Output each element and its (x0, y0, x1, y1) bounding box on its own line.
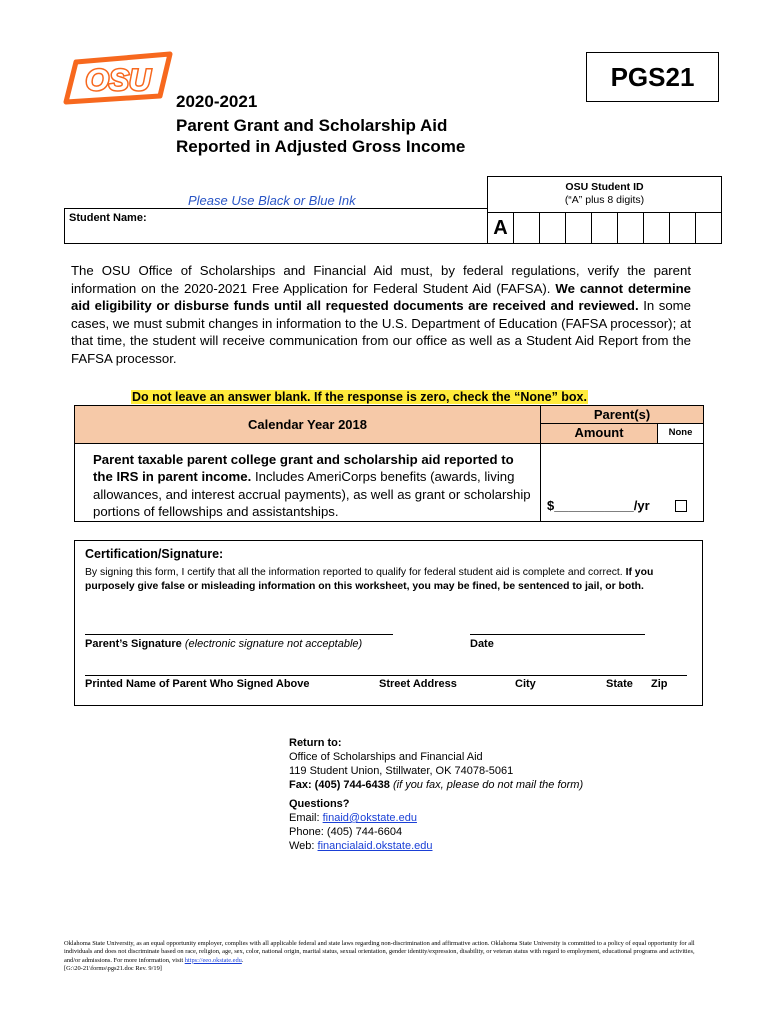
footer-text: Oklahoma State University, as an equal opportunity employer, complies with all applicable federal and state laws regarding non-discrimination and affirmative action. Oklahoma State University is committed to a policy of equal opportunity for all individuals and does not discriminate based on race, religion, age, sex, color, national origin, marital status, sexual orientation, gender identity/expression, disability, or veteran status with regard to employment, educational programs and activities, and/or admissions. For more information, visit (64, 940, 695, 964)
email-label: Email: (289, 812, 323, 824)
cert-text-plain: By signing this form, I certify that all the information reported to qualify for federal student aid is complete and correct. (85, 567, 626, 578)
student-id-digit[interactable] (513, 213, 539, 243)
student-id-digit[interactable] (643, 213, 669, 243)
row-text: Includes AmeriCorps benefits (awards, living allowances, and interest accrual payments), as well as grant or scholarship portions of fellowships and assistantships. (93, 469, 531, 520)
web-label: Web: (289, 840, 318, 852)
income-table (74, 405, 704, 522)
city-label (515, 678, 536, 690)
cert-text-bold: If you purposely give false or misleading information on this worksheet, you may be fined, be sentenced to jail, or both. (85, 567, 654, 592)
amount-header: Amount (541, 424, 658, 443)
street-text: Street Address (379, 678, 457, 690)
none-header: None (658, 424, 703, 443)
table-row (75, 444, 703, 521)
intro-bold: We cannot determine aid eligibility or disburse funds until all requested documents are received and reviewed. (71, 280, 691, 314)
title-line-2: Reported in Adjusted Gross Income (176, 137, 466, 156)
student-id-digit[interactable] (565, 213, 591, 243)
footer-end: . (241, 956, 244, 964)
return-address: 119 Student Union, Stillwater, OK 74078-5061 (289, 765, 514, 777)
student-id-digit[interactable] (591, 213, 617, 243)
name-address-line[interactable] (85, 675, 687, 676)
date-line[interactable] (470, 634, 645, 635)
calendar-year-header: Calendar Year 2018 (75, 406, 541, 443)
fax-note: (if you fax, please do not mail the form) (392, 779, 584, 791)
student-id-field[interactable] (487, 212, 722, 244)
return-fax (289, 778, 583, 792)
signature-line[interactable] (85, 634, 393, 635)
form-code: PGS21 (586, 52, 719, 102)
questions-heading: Questions? (289, 798, 350, 810)
fax-label: Fax: (405) 744-6438 (289, 779, 390, 791)
row-description (75, 444, 541, 521)
title-year: 2020-2021 (176, 92, 258, 111)
phone-line: Phone: (405) 744-6604 (289, 826, 403, 838)
state-label (606, 678, 633, 690)
date-label (470, 638, 494, 650)
certification-text (85, 566, 693, 593)
email-line (289, 811, 433, 825)
signature-label (85, 638, 362, 650)
student-id-digit[interactable] (669, 213, 695, 243)
web-line (289, 839, 433, 853)
return-office: Office of Scholarships and Financial Aid (289, 751, 483, 763)
return-heading: Return to: (289, 737, 342, 749)
osu-logo (62, 50, 174, 106)
footer (64, 940, 710, 973)
web-link[interactable]: financialaid.okstate.edu (317, 840, 433, 852)
street-label (379, 678, 457, 690)
sig-note: (electronic signature not acceptable) (184, 638, 363, 650)
footer-link[interactable]: https://eeo.okstate.edu (184, 956, 242, 964)
student-id-digit[interactable] (695, 213, 721, 243)
city-text: City (515, 678, 536, 690)
svg-text:OSU: OSU (85, 64, 151, 97)
zip-label (651, 678, 668, 690)
none-checkbox[interactable] (675, 500, 687, 512)
row-bold: Parent taxable parent college grant and scholarship aid reported to the IRS in parent income. (93, 452, 514, 485)
intro-text-2: In some cases, we must submit changes in information to the U.S. Department of Education (FAFSA processor); at that time, the student will receive communication from our office as well as a Student Aid Report from the FAFSA processor. (71, 298, 691, 366)
intro-paragraph (71, 262, 691, 368)
certification-title: Certification/Signature: (85, 547, 224, 561)
intro-text-1: The OSU Office of Scholarships and Financial Aid must, by federal regulations, verify the parent information on the 2020-2021 Free Application for Federal Student Aid (FAFSA). (71, 263, 691, 296)
amount-field[interactable]: $___________/yr (547, 498, 650, 513)
zip-text: Zip (651, 678, 668, 690)
student-id-sub: (“A” plus 8 digits) (564, 194, 645, 206)
student-name-label: Student Name: (69, 212, 147, 224)
student-id-header (487, 176, 722, 212)
printed-name-text: Printed Name of Parent Who Signed Above (85, 678, 310, 690)
parents-header: Parent(s) (541, 406, 703, 424)
student-id-label: OSU Student ID (565, 181, 644, 193)
date-label-text: Date (470, 638, 494, 650)
student-id-digit[interactable] (539, 213, 565, 243)
state-text: State (606, 678, 633, 690)
student-id-prefix: A (493, 216, 508, 239)
email-link[interactable]: finaid@okstate.edu (322, 812, 417, 824)
questions-block (289, 797, 433, 853)
sig-label-text: Parent’s Signature (85, 638, 182, 650)
notice: Do not leave an answer blank. If the response is zero, check the “None” box. (132, 390, 587, 404)
footer-ref: [G:\20-21\forms\pgs21.doc Rev. 9/19] (64, 964, 162, 972)
printed-name-label (85, 678, 310, 690)
ink-note: Please Use Black or Blue Ink (188, 193, 356, 208)
student-name-field[interactable] (64, 208, 487, 244)
return-block (289, 736, 583, 792)
title-line-1: Parent Grant and Scholarship Aid (176, 116, 448, 135)
student-id-digit[interactable] (617, 213, 643, 243)
